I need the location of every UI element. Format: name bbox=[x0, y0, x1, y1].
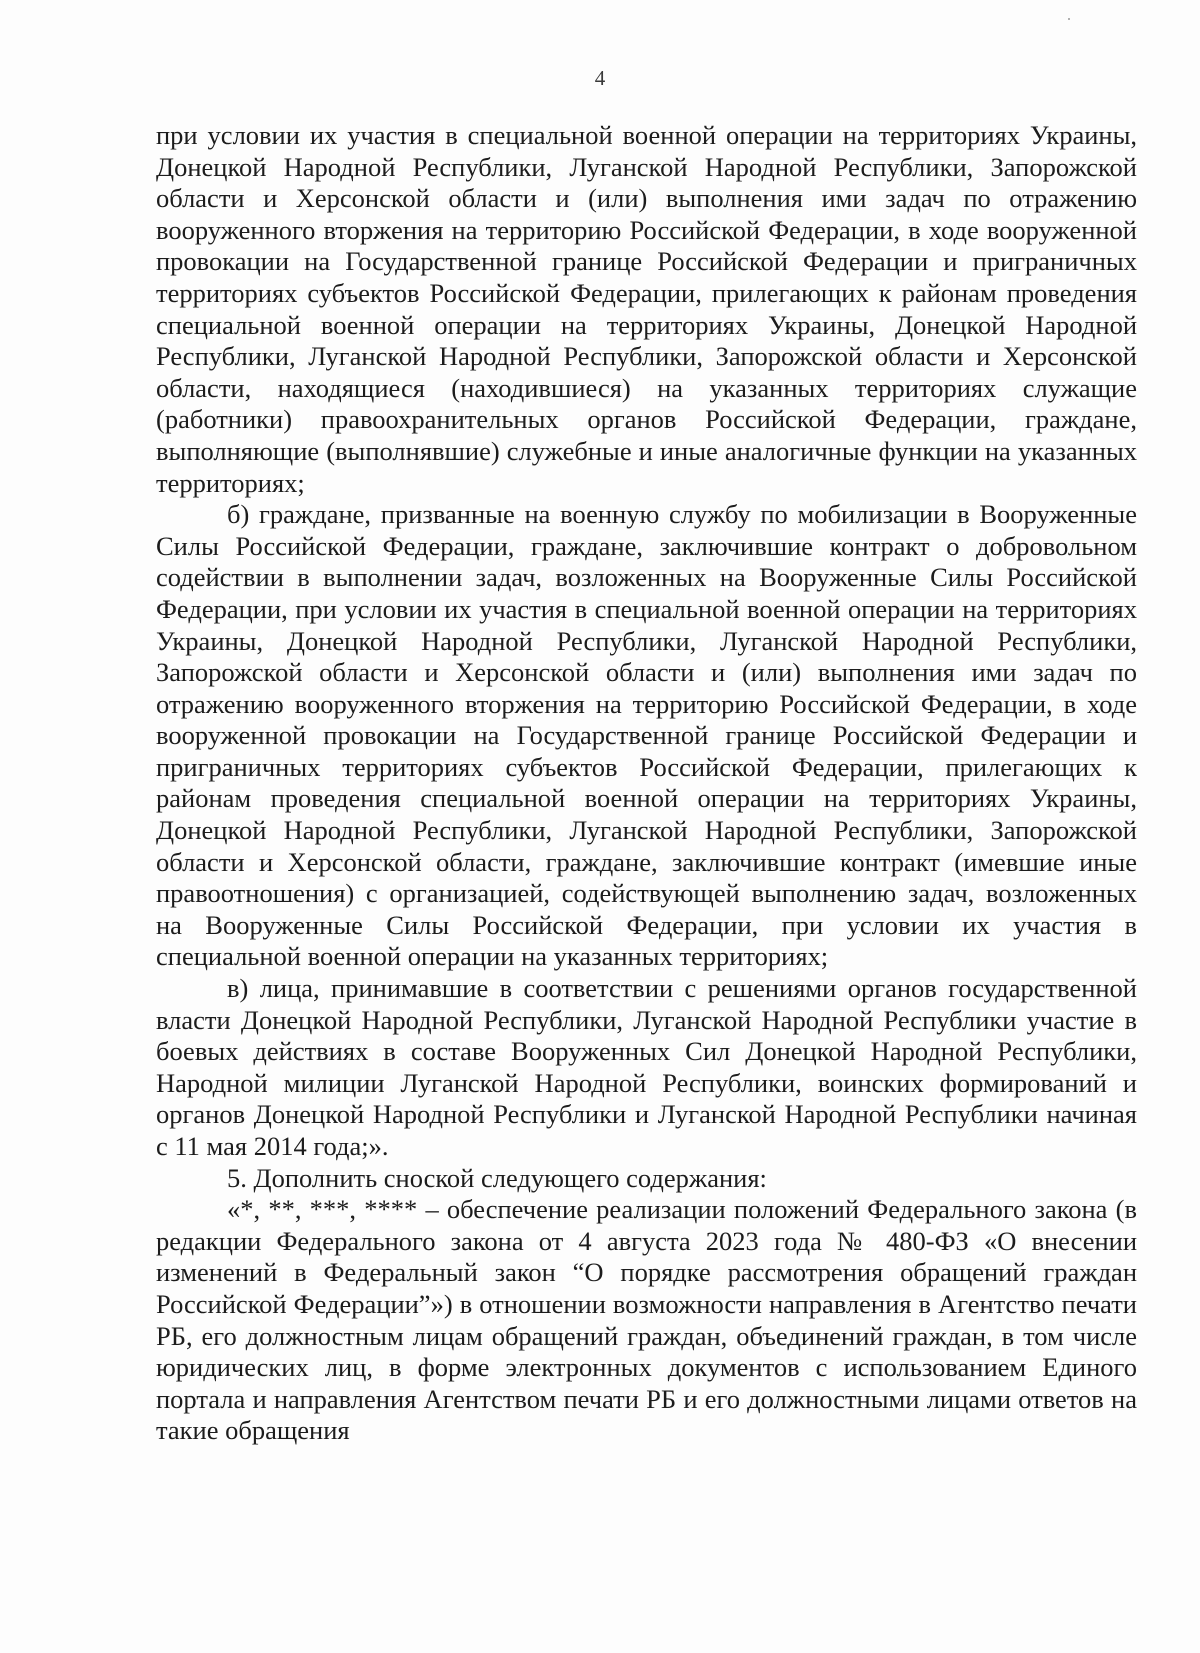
document-body bbox=[156, 120, 1137, 1447]
page-number: 4 bbox=[594, 66, 606, 90]
paragraph-item-b: б) граждане, призванные на военную службу по мобилизации в Вооруженные Силы Российской Федерации, граждане, заключившие контракт о добровольном содействии в выполнении задач, возложенных на Вооруженные Силы Российской Федерации, при условии их участия в специальной военной операции на территориях Украины, Донецкой Народной Республики, Луганской Народной Республики, Запорожской области и Херсонской области и (или) выполнения ими задач по отражению вооруженного вторжения на территорию Российской Федерации, в ходе вооруженной провокации на Государственной границе Российской Федерации и приграничных территориях субъектов Российской Федерации, прилегающих к районам проведения специальной военной операции на территориях Украины, Донецкой Народной Республики, Луганской Народной Республики, Запорожской области и Херсонской области, граждане, заключившие контракт (имевшие иные правоотношения) с организацией, содействующей выполнению задач, возложенных на Вооруженные Силы Российской Федерации, при условии их участия в специальной военной операции на указанных территориях; bbox=[156, 499, 1137, 972]
paragraph-item-v: в) лица, принимавшие в соответствии с решениями органов государственной власти Донецкой Народной Республики, Луганской Народной Республики участие в боевых действиях в составе Вооруженных Сил Донецкой Народной Республики, Народной милиции Луганской Народной Республики, воинских формирований и органов Донецкой Народной Республики и Луганской Народной Республики начиная с 11 мая 2014 года;». bbox=[156, 973, 1137, 1161]
paragraph-item-5: 5. Дополнить сноской следующего содержания: bbox=[227, 1162, 767, 1193]
paragraph-footnote: «*, **, ***, **** – обеспечение реализации положений Федерального закона (в редакции Федерального закона от 4 августа 2023 года № 480-ФЗ «О внесении изменений в Федеральный закон “О порядке рассмотрения обращений граждан Российской Федерации”») в отношении возможности направления в Агентство печати РБ, его должностным лицам обращений граждан, объединений граждан, в том числе юридических лиц, в форме электронных документов с использованием Единого портала и направления Агентством печати РБ и его должностными лицами ответов на такие обращения bbox=[156, 1194, 1137, 1446]
paragraph-continuation: при условии их участия в специальной военной операции на территориях Украины, Донецкой Народной Республики, Луганской Народной Республики, Запорожской области и Херсонской области и (или) выполнения ими задач по отражению вооруженного вторжения на территорию Российской Федерации, в ходе вооруженной провокации на Государственной границе Российской Федерации и приграничных территориях субъектов Российской Федерации, прилегающих к районам проведения специальной военной операции на территориях Украины, Донецкой Народной Республики, Луганской Народной Республики, Запорожской области и Херсонской области, находящиеся (находившиеся) на указанных территориях служащие (работники) правоохранительных органов Российской Федерации, граждане, выполняющие (выполнявшие) служебные и иные аналогичные функции на указанных территориях; bbox=[156, 120, 1137, 498]
scan-speck bbox=[1068, 18, 1070, 20]
